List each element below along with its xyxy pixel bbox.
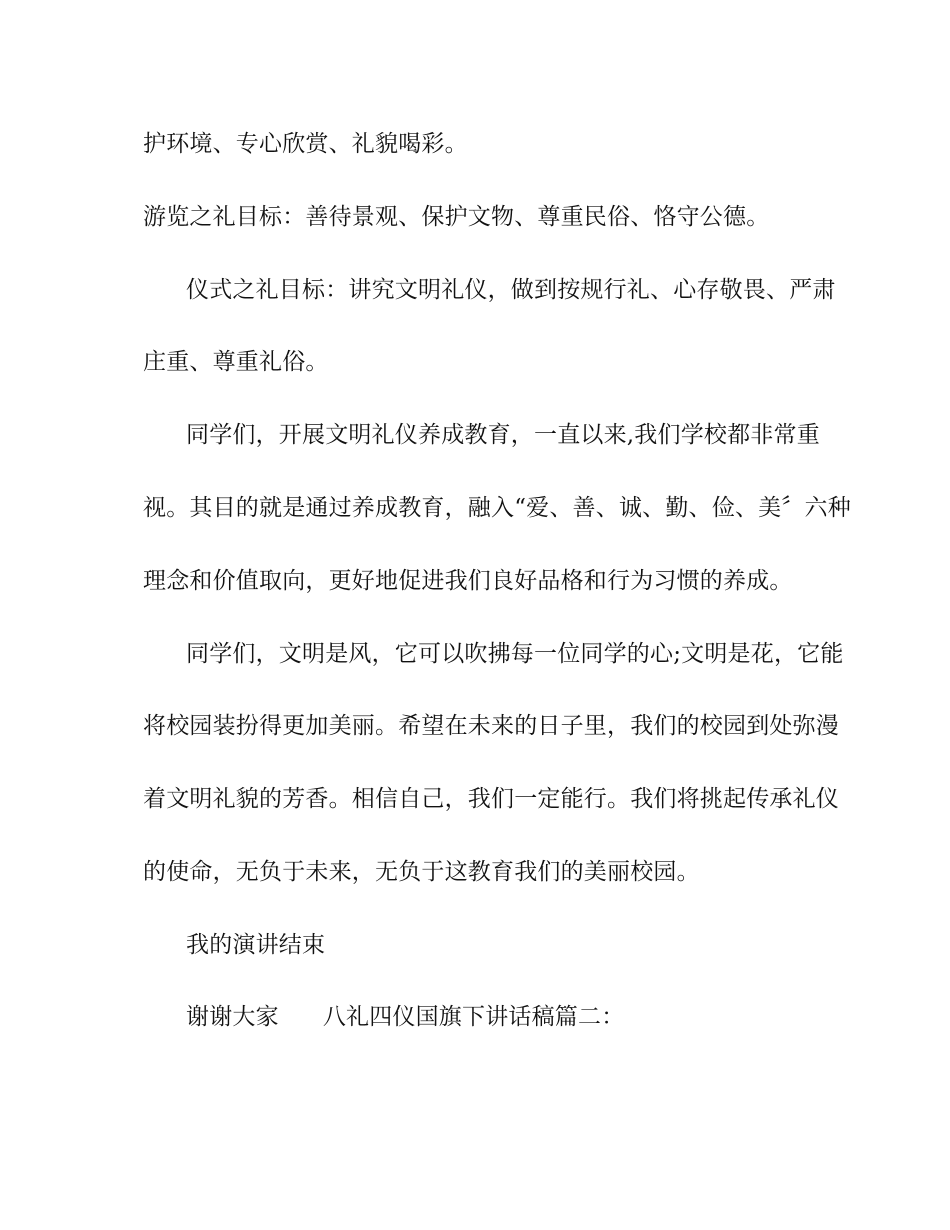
paragraph-line: 护环境、专心欣赏、礼貌喝彩。	[143, 131, 468, 157]
paragraph-line: 庄重、尊重礼俗。	[143, 349, 329, 375]
paragraph-line: 仪式之礼目标：讲究文明礼仪，做到按规行礼、心存敬畏、严肃	[186, 277, 836, 303]
paragraph-line: 的使命，无负于未来，无负于这教育我们的美丽校园。	[143, 859, 700, 885]
paragraph-line: 同学们，文明是风，它可以吹拂每一位同学的心;文明是花，它能	[186, 641, 844, 667]
speech-end-line: 我的演讲结束	[186, 932, 326, 958]
thanks-text: 谢谢大家	[186, 1004, 279, 1030]
paragraph-line: 同学们，开展文明礼仪养成教育，一直以来,我们学校都非常重	[186, 422, 820, 448]
paragraph-line: 着文明礼貌的芳香。相信自己，我们一定能行。我们将挑起传承礼仪	[143, 786, 839, 812]
closing-line	[186, 1003, 624, 1031]
paragraph-line: 理念和价值取向，更好地促进我们良好品格和行为习惯的养成。	[143, 568, 793, 594]
paragraph-line: 视。其目的就是通过养成教育，融入“爱、善、诚、勤、俭、美〞六种	[143, 495, 851, 521]
paragraph-line: 将校园装扮得更加美丽。希望在未来的日子里，我们的校园到处弥漫	[143, 713, 839, 739]
next-section-title: 八礼四仪国旗下讲话稿篇二：	[322, 1004, 625, 1030]
paragraph-line: 游览之礼目标：善待景观、保护文物、尊重民俗、恪守公德。	[143, 204, 770, 230]
